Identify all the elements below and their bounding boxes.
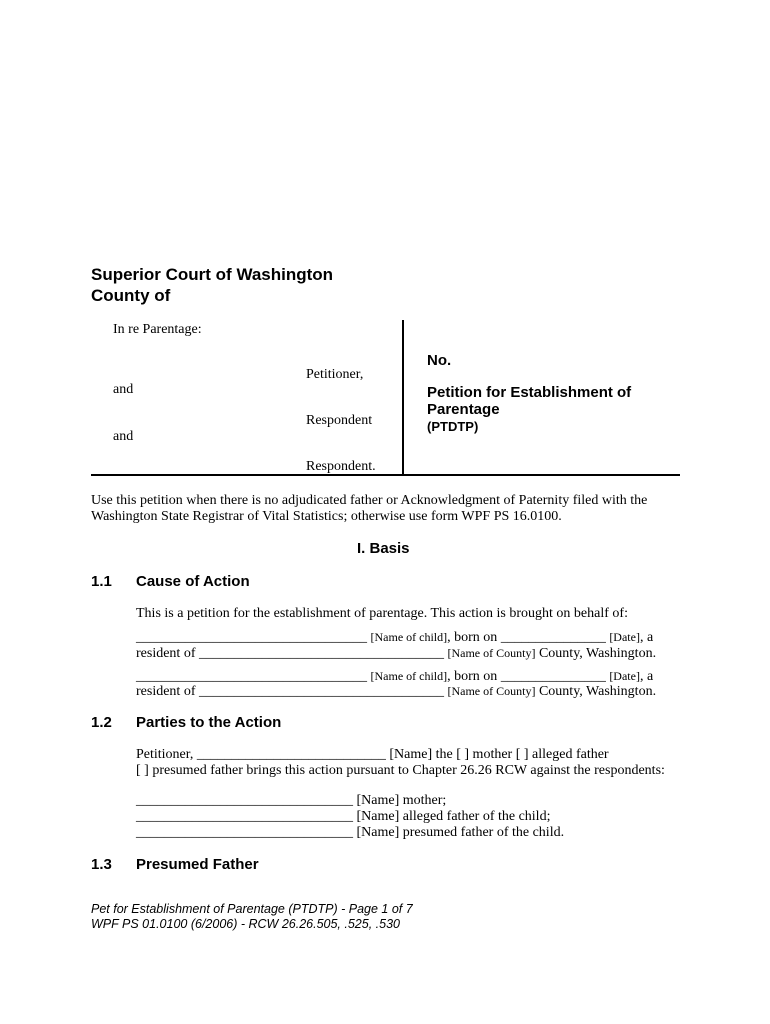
respondent-label-2: Respondent. xyxy=(306,459,376,474)
child-2-name-label: [Name of child] xyxy=(370,669,448,683)
child-1-date-blank[interactable]: _______________ xyxy=(500,630,606,645)
child-1-county-label: [Name of County] xyxy=(447,646,536,660)
usage-instruction xyxy=(91,493,647,525)
in-re-label: In re Parentage: xyxy=(113,322,202,337)
child-2-date-blank[interactable]: _______________ xyxy=(500,669,606,684)
respondent-presumed-father-line[interactable]: _______________________________ [Name] presumed father of the child. xyxy=(136,825,565,840)
born-on-text-2: , born on xyxy=(447,669,498,684)
section-1-2-title: Parties to the Action xyxy=(136,714,282,731)
case-number-label: No. xyxy=(427,352,452,369)
respondent-alleged-father-line[interactable]: _______________________________ [Name] alleged father of the child; xyxy=(136,809,551,824)
child-1-name-blank[interactable]: _________________________________ xyxy=(136,630,367,645)
child-2-county-label: [Name of County] xyxy=(447,684,536,698)
cause-of-action-intro: This is a petition for the establishment of parentage. This action is brought on behalf of: xyxy=(136,606,628,621)
and-label-2: and xyxy=(113,429,134,444)
document-code: (PTDTP) xyxy=(427,419,479,434)
child-1-county-blank[interactable]: ___________________________________ xyxy=(198,646,444,661)
county-washington-text: County, Washington. xyxy=(538,646,657,661)
section-1-3-title: Presumed Father xyxy=(136,856,259,873)
footer-line-2: WPF PS 01.0100 (6/2006) - RCW 26.26.505, .525, .530 xyxy=(91,917,400,931)
child-1-name-label: [Name of child] xyxy=(370,630,448,644)
and-label-1: and xyxy=(113,382,134,397)
child-2-resident-line xyxy=(136,683,656,700)
resident-of-text: resident of xyxy=(136,646,196,661)
comma-a-text: , a xyxy=(639,630,654,645)
caption-horizontal-divider xyxy=(91,474,680,476)
respondents-list xyxy=(136,793,564,841)
document-title-line2: Parentage xyxy=(427,401,500,418)
born-on-text: , born on xyxy=(447,630,498,645)
basis-heading: I. Basis xyxy=(357,540,410,557)
parties-paragraph xyxy=(136,747,665,779)
section-1-1-title: Cause of Action xyxy=(136,573,250,590)
comma-a-text-2: , a xyxy=(639,669,654,684)
petitioner-label: Petitioner, xyxy=(306,367,364,382)
child-2-name-blank[interactable]: _________________________________ xyxy=(136,669,367,684)
footer-line-1: Pet for Establishment of Parentage (PTDTP) - Page 1 of 7 xyxy=(91,902,413,916)
parties-line-2[interactable]: [ ] presumed father brings this action pursuant to Chapter 26.26 RCW against the respondents: xyxy=(136,763,665,778)
child-1-date-label: [Date] xyxy=(609,630,640,644)
document-title xyxy=(427,384,631,418)
section-1-1-number: 1.1 xyxy=(91,573,112,590)
section-1-3-number: 1.3 xyxy=(91,856,112,873)
court-name: Superior Court of Washington xyxy=(91,265,334,284)
section-1-2-number: 1.2 xyxy=(91,714,112,731)
court-header xyxy=(91,264,333,306)
respondent-mother-line[interactable]: _______________________________ [Name] mother; xyxy=(136,793,447,808)
county-washington-text-2: County, Washington. xyxy=(538,684,657,699)
respondent-label-1: Respondent xyxy=(306,413,373,428)
child-1-resident-line xyxy=(136,645,656,662)
parties-line-1[interactable]: Petitioner, ___________________________ [Name] the [ ] mother [ ] alleged father xyxy=(136,747,609,762)
page-footer xyxy=(91,902,413,932)
usage-instruction-line2: Washington State Registrar of Vital Statistics; otherwise use form WPF PS 16.0100. xyxy=(91,509,562,524)
child-2-date-label: [Date] xyxy=(609,669,640,683)
caption-vertical-divider xyxy=(402,320,404,475)
usage-instruction-line1: Use this petition when there is no adjudicated father or Acknowledgment of Paternity filed with the xyxy=(91,493,648,508)
child-1-line xyxy=(136,629,653,646)
child-2-county-blank[interactable]: ___________________________________ xyxy=(198,684,444,699)
document-title-line1: Petition for Establishment of xyxy=(427,384,632,401)
resident-of-text-2: resident of xyxy=(136,684,196,699)
county-line: County of xyxy=(91,286,171,305)
